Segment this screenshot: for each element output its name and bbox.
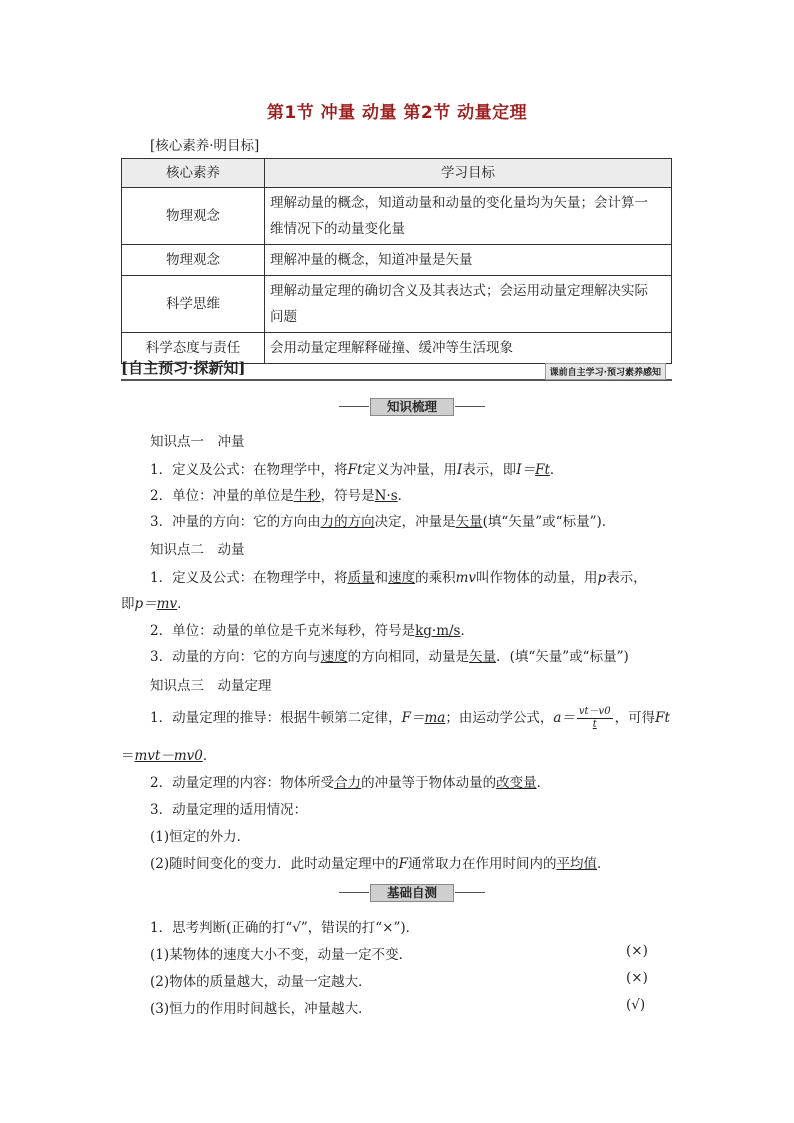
kp2-line1: 1．定义及公式：在物理学中，将质量和速度的乘积mv叫作物体的动量，用p表示， bbox=[150, 570, 647, 586]
goal-line: 理解动量的概念，知道动量和动量的变化量均为矢量；会计算一 bbox=[270, 195, 648, 211]
kp3-line1-cont: ＝mvt－mv0． bbox=[121, 748, 217, 764]
velocity-fraction: $\frac{vt-v0}{t}$ bbox=[578, 706, 611, 730]
section-header bbox=[121, 357, 672, 381]
kp1-line2: 2．单位：冲量的单位是牛秒，符号是N·s． bbox=[150, 488, 412, 504]
table-cell: 理解冲量的概念，知道冲量是矢量 bbox=[265, 245, 672, 276]
section-title: [自主预习·探新知] bbox=[121, 359, 246, 377]
goal-line: 维情况下的动量变化量 bbox=[270, 221, 405, 237]
goals-table bbox=[121, 158, 672, 364]
quiz-item: (3)恒力的作用时间越长，冲量越大． bbox=[150, 1001, 372, 1017]
table-row bbox=[122, 276, 672, 333]
quiz-answer: (√) bbox=[626, 997, 646, 1013]
quiz-item: (1)某物体的速度大小不变，动量一定不变． bbox=[150, 947, 413, 963]
page-title: 第1节 冲量 动量 第2节 动量定理 bbox=[266, 103, 528, 123]
table-header: 学习目标 bbox=[265, 159, 672, 188]
quiz-heading: 1．思考判断(正确的打“√”，错误的打“×”)． bbox=[150, 920, 420, 936]
kp3-line4: (1)恒定的外力． bbox=[150, 829, 251, 845]
table-cell: 物理观念 bbox=[122, 245, 265, 276]
table-cell bbox=[265, 276, 672, 333]
table-row bbox=[122, 188, 672, 245]
kp2-line2: 2．单位：动量的单位是千克米每秒，符号是kg·m/s． bbox=[150, 623, 474, 639]
table-header-row bbox=[122, 159, 672, 188]
kp3-heading: 知识点三 动量定理 bbox=[150, 678, 272, 694]
badge-self-test: 基础自测 bbox=[370, 884, 454, 902]
kp2-line1-cont: 即p＝mv． bbox=[121, 596, 191, 612]
table-cell: 会用动量定理解释碰撞、缓冲等生活现象 bbox=[265, 333, 672, 364]
table-cell: 科学态度与责任 bbox=[122, 333, 265, 364]
kp3-line2: 2．动量定理的内容：物体所受合力的冲量等于物体动量的改变量． bbox=[150, 775, 551, 791]
kp2-heading: 知识点二 动量 bbox=[150, 542, 245, 558]
kp1-heading: 知识点一 冲量 bbox=[150, 434, 245, 450]
table-cell bbox=[265, 188, 672, 245]
kp3-line5: (2)随时间变化的变力．此时动量定理中的F通常取力在作用时间内的平均值． bbox=[150, 856, 611, 872]
table-cell: 科学思维 bbox=[122, 276, 265, 333]
section-tag: 课前自主学习·预习素养感知 bbox=[545, 363, 666, 380]
kp1-line1: 1．定义及公式：在物理学中，将Ft定义为冲量，用I表示，即I＝Ft． bbox=[150, 462, 564, 478]
table-header: 核心素养 bbox=[122, 159, 265, 188]
quiz-answer: (×) bbox=[626, 970, 648, 986]
quiz-answer: (×) bbox=[626, 943, 648, 959]
kp1-line3: 3．冲量的方向：它的方向由力的方向决定，冲量是矢量(填“矢量”或“标量”)． bbox=[150, 514, 616, 530]
table-cell: 物理观念 bbox=[122, 188, 265, 245]
quiz-item: (2)物体的质量越大，动量一定越大． bbox=[150, 974, 372, 990]
goal-line: 理解动量定理的确切含义及其表达式；会运用动量定理解决实际 bbox=[270, 283, 648, 299]
goal-line: 问题 bbox=[270, 309, 297, 325]
badge-knowledge: 知识梳理 bbox=[370, 398, 454, 416]
kp3-line1: 1．动量定理的推导：根据牛顿第二定律，F＝ma；由运动学公式，a＝ $\frac{vt-v0}{t}$ ，可得Ft bbox=[150, 706, 670, 730]
kp2-line3: 3．动量的方向：它的方向与速度的方向相同，动量是矢量．(填“矢量”或“标量”) bbox=[150, 649, 629, 665]
table-row bbox=[122, 245, 672, 276]
core-literacy-label: [核心素养·明目标] bbox=[150, 138, 260, 154]
kp3-line3: 3．动量定理的适用情况： bbox=[150, 802, 308, 818]
